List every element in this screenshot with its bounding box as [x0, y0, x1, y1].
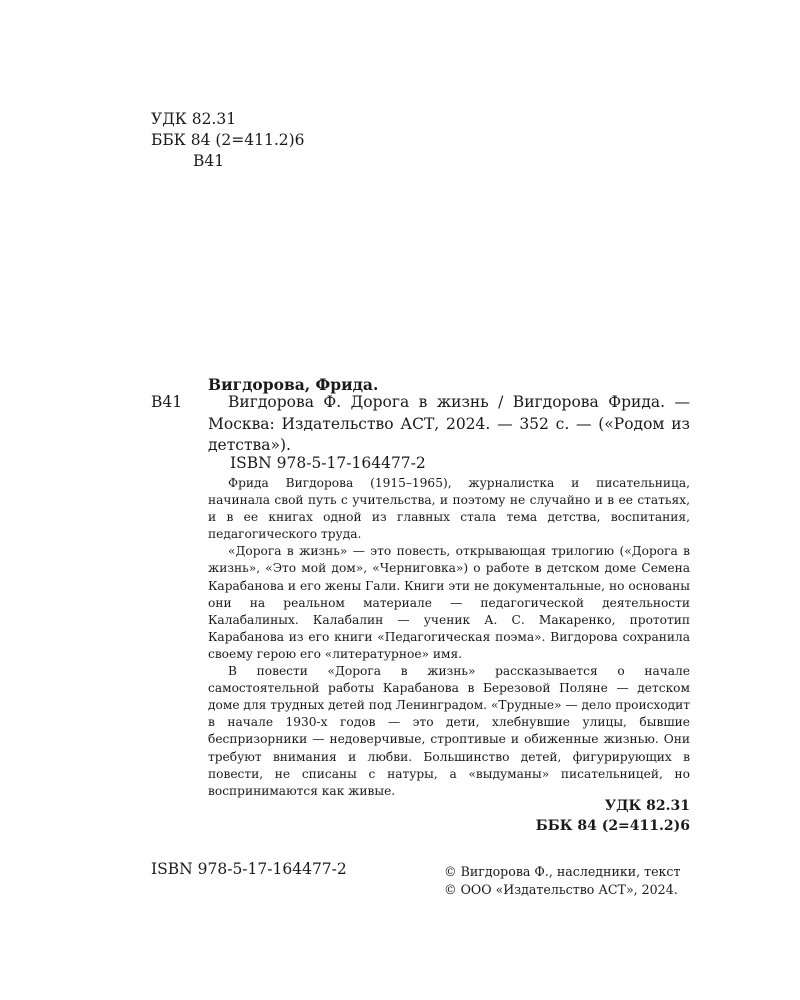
bibliographic-description: Вигдорова Ф. Дорога в жизнь / Вигдорова Фрида. — Москва: Издательство АСТ, 2024. — 352 с. — («Родом из детства»).: [208, 393, 690, 454]
annotation: [208, 475, 690, 800]
record-author-mark: В41: [151, 393, 183, 411]
author-mark: В41: [193, 152, 225, 170]
bbk-code: ББК 84 (2=411.2)6: [151, 131, 305, 149]
copyright-text: © Вигдорова Ф., наследники, текст: [444, 864, 681, 879]
udk-code: УДК 82.31: [151, 110, 237, 128]
bbk-code-bottom: ББК 84 (2=411.2)6: [535, 818, 690, 834]
udk-code-bottom: УДК 82.31: [604, 798, 690, 814]
record-isbn: ISBN 978-5-17-164477-2: [230, 454, 426, 472]
annotation-paragraph: В повести «Дорога в жизнь» рассказывается о начале самостоятельной работы Карабанова в Березовой Поляне — детском доме для трудных детей под Ленинградом. «Трудные» — дело происходит в начале 1930-х годов — это дети, хлебнувшие улицы, бывшие беспризорники — недоверчивые, строптивые и обиженные жизнью. Они требуют внимания и любви. Большинство детей, фигурирующих в повести, не списаны с натуры, а «выдуманы» писательницей, но воспринимаются как живые.: [208, 664, 690, 798]
annotation-paragraph: Фрида Вигдорова (1915–1965), журналистка и писательница, начинала свой путь с учительства, и поэтому не случайно и в ее статьях, и в ее книгах одной из главных стала тема детства, воспитания, педагогического труда.: [208, 476, 690, 542]
annotation-paragraph: «Дорога в жизнь» — это повесть, открывающая трилогию («Дорога в жизнь», «Это мой дом», «Черниговка») о работе в детском доме Семена Карабанова и его жены Гали. Книги эти не документальные, но основаны они на реальном материале — педагогической деятельности Калабалиных. Калабалин — ученик А. С. Макаренко, прототип Карабанова из его книги «Педагогическая поэма». Вигдорова сохранила своему герою его «литературное» имя.: [208, 544, 690, 661]
author-heading: Вигдорова, Фрида.: [208, 375, 379, 394]
footer-isbn: ISBN 978-5-17-164477-2: [151, 860, 347, 878]
copyright-publisher: © ООО «Издательство АСТ», 2024.: [444, 882, 678, 897]
